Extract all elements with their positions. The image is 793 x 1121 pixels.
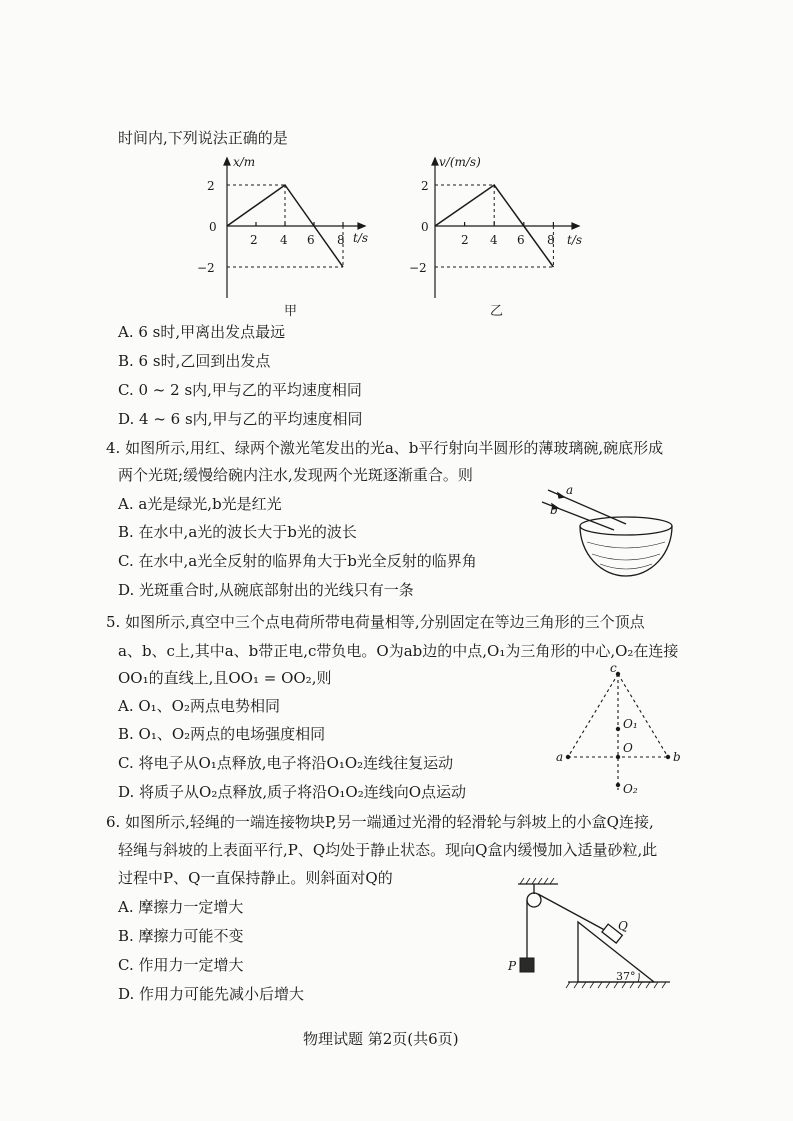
q5-stem-line2: a、b、c上,其中a、b带正电,c带负电。O为ab边的中点,O₁为三角形的中心,O₂在连接 [118,642,679,660]
point-o2 [616,783,620,787]
graph-jia-ytick-2: 2 [207,179,215,193]
q5-option-a: A. O₁、O₂两点电势相同 [118,697,280,715]
q6-stem-line3: 过程中P、Q一直保持静止。则斜面对Q的 [118,869,393,887]
graph-jia-xlabel: t/s [353,231,369,245]
triangle-label-o2: O₂ [623,782,638,796]
q4-option-a: A. a光是绿光,b光是红光 [118,495,282,513]
graph-jia [195,152,375,322]
jia-x-arrow [358,223,365,229]
point-o [616,755,620,759]
graph-jia-xtick-2: 2 [250,233,258,247]
q4-option-b: B. 在水中,a光的波长大于b光的波长 [118,523,357,541]
q6-option-c: C. 作用力一定增大 [118,956,244,974]
bowl-label-b: b [550,503,558,517]
graph-jia-ylabel: x/m [233,155,256,169]
triangle-edge-ca [568,674,618,757]
jia-y-arrow [224,158,230,165]
bowl-figure [540,484,700,594]
q3-option-a: A. 6 s时,甲离出发点最远 [118,323,286,341]
q5-stem-line3: OO₁的直线上,且OO₁ = OO₂,则 [118,669,332,687]
q6-option-a: A. 摩擦力一定增大 [118,898,244,916]
intro-line: 时间内,下列说法正确的是 [118,129,288,147]
incline-label-q: Q [618,919,628,933]
q5-stem-line1: 5. 如图所示,真空中三个点电荷所带电荷量相等,分别固定在等边三角形的三个顶点 [106,613,645,631]
point-b [666,755,670,759]
bowl-rim [580,517,672,535]
q6-stem-line2: 轻绳与斜坡的上表面平行,P、Q均处于静止状态。现向Q盒内缓慢加入适量砂粒,此 [118,841,658,859]
graph-jia-caption: 甲 [284,304,298,319]
incline-label-p: P [508,959,517,973]
q3-option-d: D. 4 ~ 6 s内,甲与乙的平均速度相同 [118,410,363,428]
yi-y-arrow [432,158,438,165]
q4-option-d: D. 光斑重合时,从碗底部射出的光线只有一条 [118,581,414,599]
q5-option-d: D. 将质子从O₂点释放,质子将沿O₁O₂连线向O点运动 [118,783,467,801]
graph-jia-ytick-m2: −2 [197,261,215,275]
graph-jia-xtick-6: 6 [307,233,315,247]
q6-option-d: D. 作用力可能先减小后增大 [118,985,305,1003]
graph-jia-ytick-0: 0 [209,220,217,234]
page-footer: 物理试题 第2页(共6页) [303,1030,459,1048]
graph-jia-xtick-8: 8 [337,233,345,247]
graph-yi-ytick-2: 2 [421,179,429,193]
graph-yi-caption: 乙 [490,304,504,319]
graph-yi-ylabel: v/(m/s) [439,155,481,169]
graph-yi-xtick-2: 2 [461,233,469,247]
bowl-outer [580,526,672,576]
point-a [566,755,570,759]
q5-option-c: C. 将电子从O₁点释放,电子将沿O₁O₂连线往复运动 [118,754,454,772]
incline-label-angle: 37° [616,970,636,983]
triangle-label-b: b [673,750,681,764]
triangle-label-c: c [610,661,617,675]
graph-yi-xtick-6: 6 [517,233,525,247]
graph-yi [403,152,583,322]
graph-yi-ytick-m2: −2 [409,261,427,275]
point-o1 [616,727,620,731]
rope-to-q [538,894,612,934]
q4-stem-line2: 两个光斑;缓慢给碗内注水,发现两个光斑逐渐重合。则 [118,466,473,484]
yi-x-arrow [572,223,579,229]
q4-option-c: C. 在水中,a光全反射的临界角大于b光全反射的临界角 [118,552,477,570]
q5-option-b: B. O₁、O₂两点的电场强度相同 [118,725,326,743]
bowl-label-a: a [566,483,574,497]
q4-stem-line1: 4. 如图所示,用红、绿两个激光笔发出的光a、b平行射向半圆形的薄玻璃碗,碗底形成 [106,439,664,457]
q3-option-c: C. 0 ~ 2 s内,甲与乙的平均速度相同 [118,381,362,399]
triangle-figure [552,660,692,810]
graph-jia-xtick-4: 4 [280,233,288,247]
block-p [520,958,534,972]
triangle-label-o: O [623,741,633,755]
graph-yi-xtick-4: 4 [490,233,498,247]
q3-option-b: B. 6 s时,乙回到出发点 [118,352,271,370]
triangle-label-a: a [556,750,564,764]
q6-option-b: B. 摩擦力可能不变 [118,927,244,945]
angle-arc [638,973,639,982]
graph-yi-ytick-0: 0 [421,220,429,234]
q6-stem-line1: 6. 如图所示,轻绳的一端连接物块P,另一端通过光滑的轻滑轮与斜坡上的小盒Q连接, [106,813,654,831]
graph-yi-xtick-8: 8 [547,233,555,247]
triangle-label-o1: O₁ [623,717,638,731]
graph-yi-xlabel: t/s [567,233,583,247]
incline-figure [504,876,684,996]
